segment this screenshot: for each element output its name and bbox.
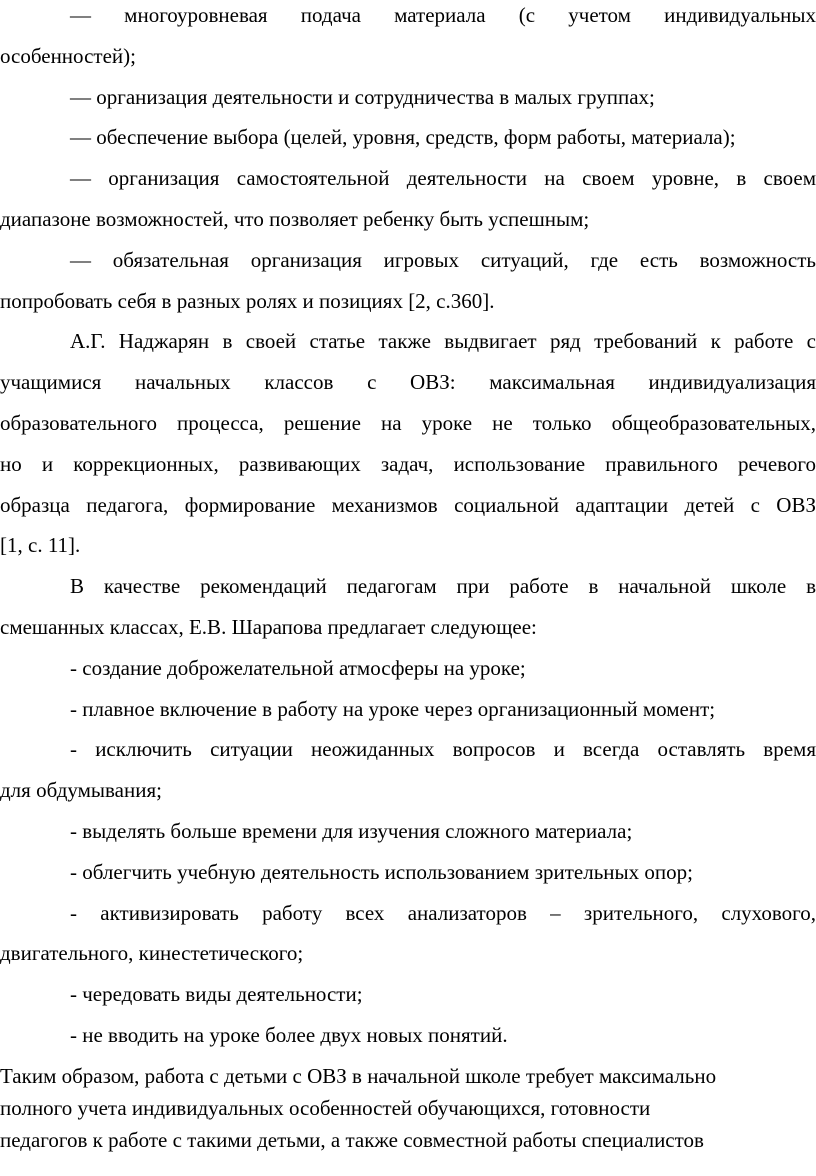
paragraph [0, 974, 816, 1015]
paragraph [0, 0, 816, 77]
paragraph [0, 158, 816, 240]
text-line: Таким образом, работа с детьми с ОВЗ в начальной школе требует максимально [0, 1063, 717, 1088]
paragraph [0, 240, 816, 322]
text-line: — многоуровневая подача материала (с учетом индивидуальных [70, 3, 816, 27]
text-line: - создание доброжелательной атмосферы на уроке; [70, 655, 526, 680]
paragraph [0, 117, 816, 158]
paragraph [0, 321, 816, 566]
paragraph [0, 1015, 816, 1056]
text-line: полного учета индивидуальных особенностей обучающихся, готовности [0, 1095, 651, 1120]
paragraph [0, 77, 816, 118]
paragraph [0, 811, 816, 852]
paragraph [0, 893, 816, 975]
text-line: попробовать себя в разных ролях и позициях [2, с.360]. [0, 288, 495, 313]
text-line: - плавное включение в работу на уроке через организационный момент; [70, 696, 716, 721]
text-line: - исключить ситуации неожиданных вопросов и всегда оставлять время [70, 737, 816, 762]
text-line: — обязательная организация игровых ситуаций, где есть возможность [70, 247, 816, 272]
paragraph [0, 729, 816, 811]
text-line: для обдумывания; [0, 778, 162, 803]
text-line: А.Г. Наджарян в своей статье также выдвигает ряд требований к работе с [70, 329, 816, 354]
text-line: [1, с. 11]. [0, 533, 81, 558]
text-line: учащимися начальных классов с ОВЗ: максимальная индивидуализация [0, 370, 816, 395]
text-line: образовательного процесса, решение на уроке не только общеобразовательных, [0, 410, 816, 435]
paragraph [0, 1060, 816, 1156]
text-line: педагогов к работе с такими детьми, а также совместной работы специалистов [0, 1127, 704, 1152]
text-line: - чередовать виды деятельности; [70, 982, 363, 1007]
text-line: - облегчить учебную деятельность использованием зрительных опор; [70, 859, 693, 884]
text-line: двигательного, кинестетического; [0, 941, 304, 966]
text-line: смешанных классах, Е.В. Шарапова предлагает следующее: [0, 614, 537, 639]
text-line: В качестве рекомендаций педагогам при работе в начальной школе в [70, 574, 816, 599]
text-line: — организация деятельности и сотрудничества в малых группах; [70, 84, 655, 109]
paragraph [0, 689, 816, 730]
text-line: - не вводить на уроке более двух новых понятий. [70, 1022, 508, 1047]
text-line: - активизировать работу всех анализаторов – зрительного, слухового, [70, 900, 816, 925]
text-line: образца педагога, формирование механизмов социальной адаптации детей с ОВЗ [0, 492, 816, 517]
text-line: — организация самостоятельной деятельности на своем уровне, в своем [70, 166, 816, 191]
paragraph [0, 852, 816, 893]
paragraph [0, 648, 816, 689]
text-line: особенностей); [0, 43, 136, 68]
text-line: — обеспечение выбора (целей, уровня, средств, форм работы, материала); [70, 125, 736, 150]
text-line: диапазоне возможностей, что позволяет ребенку быть успешным; [0, 206, 590, 231]
text-line: - выделять больше времени для изучения сложного материала; [70, 818, 633, 843]
paragraph [0, 566, 816, 648]
text-line: но и коррекционных, развивающих задач, использование правильного речевого [0, 451, 816, 476]
